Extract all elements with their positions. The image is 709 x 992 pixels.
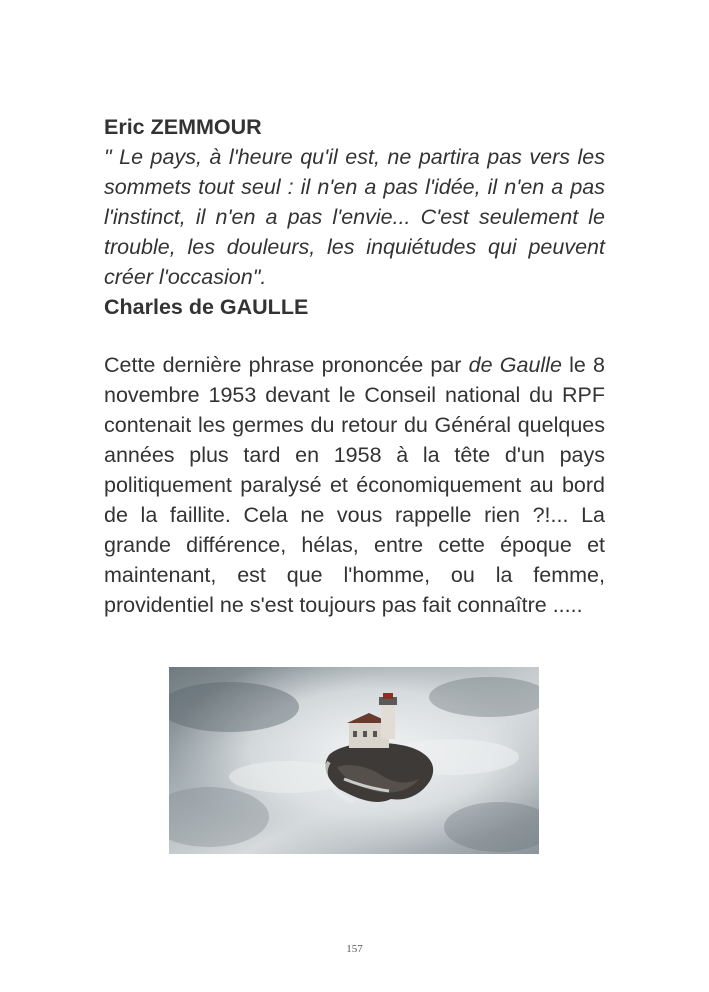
quote-source: Charles de GAULLE — [104, 295, 309, 319]
body-text-part2: le 8 novembre 1953 devant le Conseil national du RPF contenait les germes du retour du Général quelques années plus tard en 1958 à la tête d'un pays politiquement paralysé et économiquement au bord de la faillite. Cela ne vous rappelle rien ?!... La grande différence, hélas, entre cette époque et maintenant, est que l'homme, ou la femme, providentiel ne s'est toujours pas fait connaître ..... — [104, 353, 605, 617]
page-number: 157 — [346, 943, 363, 955]
body-paragraph — [104, 350, 605, 620]
body-emphasis: de Gaulle — [468, 353, 562, 377]
quote-block — [104, 112, 605, 322]
body-text-part1: Cette dernière phrase prononcée par — [104, 353, 469, 377]
quote-author: Eric ZEMMOUR — [104, 115, 262, 139]
lighthouse-photo — [169, 667, 539, 854]
quote-text: " Le pays, à l'heure qu'il est, ne partira pas vers les sommets tout seul : il n'en a pas l'idée, il n'en a pas l'instinct, il n'en a pas l'envie... C'est seulement le trouble, les douleurs, les inquiétudes qui peuvent créer l'occasion". — [104, 145, 605, 289]
